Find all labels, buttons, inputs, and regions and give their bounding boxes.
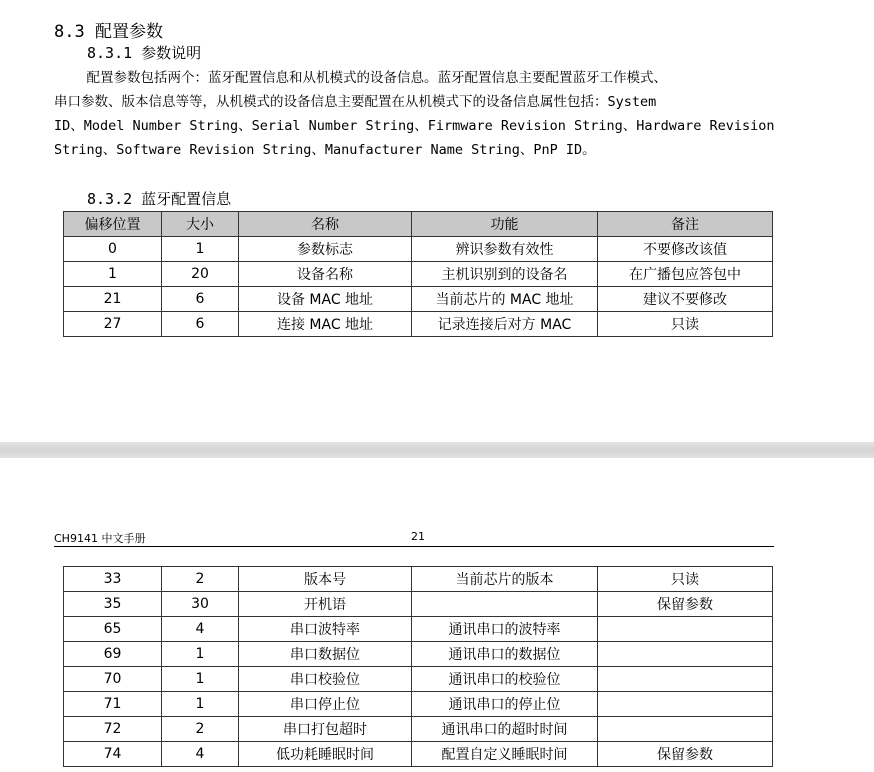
table-row [64,287,773,312]
table-row [64,692,773,717]
cell-offset: 71 [64,692,162,717]
cell-offset: 1 [64,262,162,287]
cell-name: 串口校验位 [239,667,412,692]
param-description-paragraph [54,66,774,162]
cell-remark: 只读 [598,312,773,337]
cell-size: 4 [162,617,239,642]
cell-offset: 65 [64,617,162,642]
col-header-remark: 备注 [598,212,773,237]
cell-name: 连接 MAC 地址 [239,312,412,337]
page-number: 21 [411,530,425,543]
cell-function: 配置自定义睡眠时间 [412,742,598,767]
table-row [64,567,773,592]
cell-size: 6 [162,312,239,337]
table-row [64,592,773,617]
page-header-doc-name: CH9141 中文手册 [54,532,146,545]
para-line: 配置参数包括两个：蓝牙配置信息和从机模式的设备信息。蓝牙配置信息主要配置蓝牙工作模式、 [54,70,668,86]
cell-function: 辨识参数有效性 [412,237,598,262]
cell-name: 串口波特率 [239,617,412,642]
cell-remark: 建议不要修改 [598,287,773,312]
cell-name: 设备 MAC 地址 [239,287,412,312]
table-row [64,667,773,692]
cell-size: 1 [162,692,239,717]
cell-remark [598,642,773,667]
cell-size: 4 [162,742,239,767]
table-row [64,717,773,742]
cell-name: 低功耗睡眠时间 [239,742,412,767]
cell-name: 开机语 [239,592,412,617]
para-line: ID、Model Number String、Serial Number String、Firmware Revision String、Hardware Revision [54,118,775,134]
cell-size: 20 [162,262,239,287]
cell-function: 记录连接后对方 MAC [412,312,598,337]
cell-name: 串口打包超时 [239,717,412,742]
table-row [64,262,773,287]
cell-offset: 69 [64,642,162,667]
cell-offset: 72 [64,717,162,742]
cell-remark [598,717,773,742]
cell-remark: 不要修改该值 [598,237,773,262]
cell-name: 串口停止位 [239,692,412,717]
cell-function: 主机识别到的设备名 [412,262,598,287]
table-row [64,617,773,642]
cell-function: 通讯串口的超时时间 [412,717,598,742]
cell-function: 通讯串口的校验位 [412,667,598,692]
cell-offset: 70 [64,667,162,692]
col-header-offset: 偏移位置 [64,212,162,237]
cell-function: 通讯串口的波特率 [412,617,598,642]
cell-name: 设备名称 [239,262,412,287]
cell-size: 2 [162,567,239,592]
cell-function [412,592,598,617]
table-header-row [64,212,773,237]
cell-name: 串口数据位 [239,642,412,667]
cell-function: 当前芯片的 MAC 地址 [412,287,598,312]
table-row [64,642,773,667]
cell-offset: 35 [64,592,162,617]
cell-offset: 33 [64,567,162,592]
cell-size: 6 [162,287,239,312]
cell-name: 参数标志 [239,237,412,262]
cell-function: 通讯串口的停止位 [412,692,598,717]
cell-size: 1 [162,667,239,692]
cell-remark: 保留参数 [598,742,773,767]
cell-offset: 27 [64,312,162,337]
cell-remark [598,692,773,717]
cell-remark: 在广播包应答包中 [598,262,773,287]
col-header-function: 功能 [412,212,598,237]
subsection-title-param-desc: 8.3.1 参数说明 [87,44,202,62]
col-header-name: 名称 [239,212,412,237]
page-header-rule [54,546,774,547]
section-title: 8.3 配置参数 [54,22,163,42]
table-row [64,312,773,337]
table-row [64,237,773,262]
table-row [64,742,773,767]
bt-config-table-continued [63,566,773,767]
cell-remark: 只读 [598,567,773,592]
cell-offset: 74 [64,742,162,767]
col-header-size: 大小 [162,212,239,237]
cell-remark: 保留参数 [598,592,773,617]
cell-name: 版本号 [239,567,412,592]
cell-size: 2 [162,717,239,742]
cell-offset: 21 [64,287,162,312]
cell-size: 1 [162,642,239,667]
cell-offset: 0 [64,237,162,262]
para-line: 串口参数、版本信息等等，从机模式的设备信息主要配置在从机模式下的设备信息属性包括：System [54,94,657,110]
cell-remark [598,617,773,642]
para-line: String、Software Revision String、Manufacturer Name String、PnP ID。 [54,142,596,158]
cell-size: 1 [162,237,239,262]
cell-function: 通讯串口的数据位 [412,642,598,667]
subsection-title-bt-config: 8.3.2 蓝牙配置信息 [87,190,232,208]
bt-config-table [63,211,773,337]
cell-function: 当前芯片的版本 [412,567,598,592]
cell-size: 30 [162,592,239,617]
cell-remark [598,667,773,692]
